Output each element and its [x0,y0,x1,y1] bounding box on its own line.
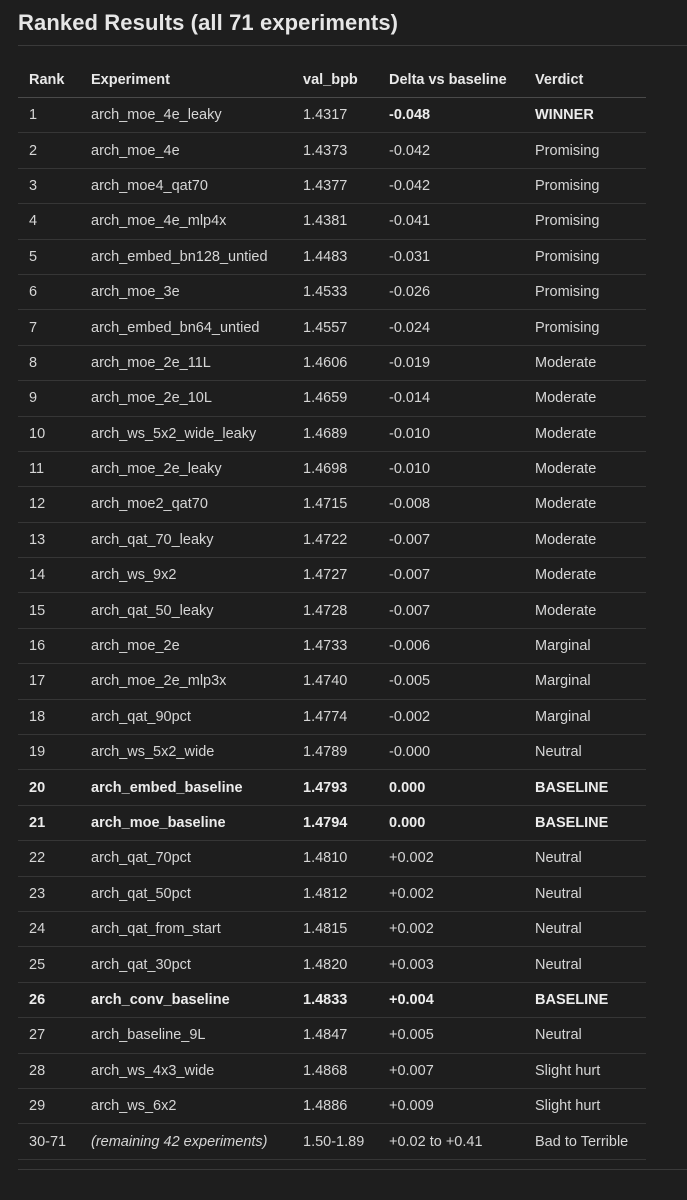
val-bpb-cell: 1.4789 [303,744,348,761]
verdict-cell: Marginal [535,708,591,725]
delta-cell: -0.010 [389,425,431,442]
delta-cell: -0.002 [389,708,431,725]
experiment-cell: (remaining 42 experiments) [91,1133,268,1150]
rank-cell: 22 [29,850,46,867]
delta-cell: -0.008 [389,496,431,513]
delta-cell: +0.02 to +0.41 [389,1133,483,1150]
experiment-cell: arch_moe_2e_leaky [91,461,222,478]
rank-cell: 28 [29,1062,46,1079]
verdict-cell: Moderate [535,531,597,548]
table-row [18,912,646,947]
val-bpb-cell: 1.4377 [303,177,348,194]
verdict-cell: Neutral [535,885,582,902]
verdict-cell: Slight hurt [535,1098,601,1115]
verdict-cell: Promising [535,319,600,336]
delta-cell: -0.024 [389,319,431,336]
verdict-cell: Moderate [535,461,597,478]
val-bpb-cell: 1.4733 [303,638,348,655]
delta-cell: -0.007 [389,602,431,619]
delta-cell: -0.031 [389,248,431,265]
table-row [18,947,646,982]
verdict-cell: Bad to Terrible [535,1133,629,1150]
val-bpb-cell: 1.4483 [303,248,348,265]
experiment-cell: arch_embed_bn64_untied [91,319,260,336]
table-row [18,841,646,876]
verdict-cell: Neutral [535,921,582,938]
delta-cell: -0.005 [389,673,431,690]
experiment-cell: arch_ws_5x2_wide_leaky [91,425,257,442]
rank-cell: 26 [29,991,46,1008]
verdict-cell: BASELINE [535,779,609,796]
val-bpb-cell: 1.4833 [303,991,348,1008]
val-bpb-cell: 1.4606 [303,354,348,371]
verdict-cell: Marginal [535,673,591,690]
delta-cell: +0.004 [389,991,434,1008]
val-bpb-cell: 1.4533 [303,284,348,301]
delta-cell: -0.026 [389,284,431,301]
verdict-cell: Promising [535,177,600,194]
val-bpb-cell: 1.4886 [303,1098,348,1115]
delta-cell: +0.009 [389,1098,434,1115]
experiment-cell: arch_moe_4e [91,142,180,159]
experiment-cell: arch_ws_4x3_wide [91,1062,215,1079]
delta-cell: -0.007 [389,531,431,548]
verdict-cell: Promising [535,142,600,159]
val-bpb-cell: 1.4727 [303,567,348,584]
table-row [18,275,646,310]
table-row [18,664,646,699]
table-row [18,877,646,912]
rank-cell: 20 [29,779,46,796]
table-row [18,770,646,805]
val-bpb-cell: 1.4317 [303,107,348,124]
verdict-cell: Moderate [535,425,597,442]
column-header-val-bpb: val_bpb [303,71,358,88]
experiment-cell: arch_moe_baseline [91,815,226,831]
table-row [18,240,646,275]
experiment-cell: arch_ws_9x2 [91,567,177,584]
val-bpb-cell: 1.4810 [303,850,348,867]
column-header-rank: Rank [29,71,65,88]
verdict-cell: Neutral [535,744,582,761]
val-bpb-cell: 1.4715 [303,496,348,513]
delta-cell: -0.042 [389,177,431,194]
column-header-experiment: Experiment [91,71,170,88]
experiment-cell: arch_qat_70_leaky [91,531,214,548]
experiment-cell: arch_conv_baseline [91,991,230,1008]
table-row [18,558,646,593]
experiment-cell: arch_moe_2e [91,638,180,655]
verdict-cell: Slight hurt [535,1062,601,1079]
rank-cell: 21 [29,815,46,831]
val-bpb-cell: 1.4815 [303,921,348,938]
experiment-cell: arch_embed_bn128_untied [91,248,268,265]
val-bpb-cell: 1.4381 [303,213,348,230]
delta-cell: +0.003 [389,956,434,973]
val-bpb-cell: 1.4847 [303,1027,348,1044]
rank-cell: 25 [29,956,46,973]
rank-cell: 23 [29,885,46,902]
experiment-cell: arch_qat_30pct [91,956,191,973]
rank-cell: 9 [29,390,38,407]
rank-cell: 10 [29,425,46,442]
rank-cell: 29 [29,1098,46,1115]
val-bpb-cell: 1.4659 [303,390,348,407]
experiment-cell: arch_qat_from_start [91,921,221,938]
delta-cell: -0.019 [389,354,431,371]
table-row [18,1089,646,1124]
rank-cell: 15 [29,602,46,619]
table-row [18,983,646,1018]
delta-cell: +0.002 [389,921,434,938]
delta-cell: -0.048 [389,107,431,124]
experiment-cell: arch_moe_2e_11L [91,354,211,371]
table-row [18,381,646,416]
delta-cell: +0.007 [389,1062,434,1079]
val-bpb-cell: 1.4794 [303,815,348,831]
verdict-cell: Marginal [535,638,591,655]
rank-cell: 1 [29,107,38,124]
verdict-cell: BASELINE [535,815,609,831]
table-row [18,523,646,558]
rank-cell: 3 [29,177,38,194]
experiment-cell: arch_embed_baseline [91,779,243,796]
table-row [18,169,646,204]
verdict-cell: BASELINE [535,991,609,1008]
val-bpb-cell: 1.4689 [303,425,348,442]
verdict-cell: WINNER [535,107,594,124]
val-bpb-cell: 1.4740 [303,673,348,690]
experiment-cell: arch_qat_50_leaky [91,602,214,619]
table-row [18,133,646,168]
rank-cell: 18 [29,708,46,725]
results-table [18,62,646,1160]
table-row [18,346,646,381]
val-bpb-cell: 1.50-1.89 [303,1133,365,1150]
table-row [18,593,646,628]
delta-cell: +0.005 [389,1027,434,1044]
rank-cell: 14 [29,567,46,584]
column-header-verdict: Verdict [535,71,584,88]
column-header-delta: Delta vs baseline [389,71,507,88]
table-row [18,204,646,239]
verdict-cell: Moderate [535,567,597,584]
experiment-cell: arch_qat_70pct [91,850,191,867]
verdict-cell: Neutral [535,850,582,867]
delta-cell: -0.007 [389,567,431,584]
experiment-cell: arch_ws_6x2 [91,1098,177,1115]
table-row [18,310,646,345]
val-bpb-cell: 1.4793 [303,779,348,796]
delta-cell: -0.042 [389,142,431,159]
rank-cell: 4 [29,213,38,230]
delta-cell: -0.006 [389,638,431,655]
verdict-cell: Neutral [535,956,582,973]
table-row [18,1054,646,1089]
rank-cell: 8 [29,354,38,371]
table-row [18,452,646,487]
delta-cell: +0.002 [389,885,434,902]
verdict-cell: Neutral [535,1027,582,1044]
table-row [18,1124,646,1159]
table-row [18,1018,646,1053]
delta-cell: 0.000 [389,779,426,796]
verdict-cell: Promising [535,248,600,265]
experiment-cell: arch_moe_3e [91,284,180,301]
delta-cell: 0.000 [389,815,426,831]
verdict-cell: Moderate [535,354,597,371]
rank-cell: 30-71 [29,1133,67,1150]
rank-cell: 17 [29,673,46,690]
table-row [18,700,646,735]
table-row [18,417,646,452]
table-row [18,98,646,133]
verdict-cell: Moderate [535,390,597,407]
val-bpb-cell: 1.4722 [303,531,348,548]
val-bpb-cell: 1.4774 [303,708,348,725]
val-bpb-cell: 1.4373 [303,142,348,159]
rank-cell: 24 [29,921,46,938]
rank-cell: 11 [29,461,45,478]
rank-cell: 12 [29,496,46,513]
table-row [18,735,646,770]
val-bpb-cell: 1.4812 [303,885,348,902]
verdict-cell: Moderate [535,496,597,513]
bottom-divider [18,1169,687,1170]
experiment-cell: arch_moe_4e_mlp4x [91,213,227,230]
page-title: Ranked Results (all 71 experiments) [18,10,399,35]
table-header-row [18,62,646,98]
val-bpb-cell: 1.4868 [303,1062,348,1079]
verdict-cell: Moderate [535,602,597,619]
val-bpb-cell: 1.4698 [303,461,348,478]
delta-cell: -0.000 [389,744,431,761]
experiment-cell: arch_qat_90pct [91,708,191,725]
experiment-cell: arch_moe_2e_10L [91,390,212,407]
val-bpb-cell: 1.4820 [303,956,348,973]
experiment-cell: arch_moe2_qat70 [91,496,208,513]
verdict-cell: Promising [535,284,600,301]
delta-cell: -0.014 [389,390,431,407]
experiment-cell: arch_moe_4e_leaky [91,107,222,124]
rank-cell: 6 [29,284,38,301]
rank-cell: 16 [29,638,46,655]
delta-cell: -0.010 [389,461,431,478]
experiment-cell: arch_moe4_qat70 [91,177,208,194]
title-divider [18,45,687,46]
delta-cell: +0.002 [389,850,434,867]
verdict-cell: Promising [535,213,600,230]
table-body [18,98,646,1160]
delta-cell: -0.041 [389,213,431,230]
experiment-cell: arch_moe_2e_mlp3x [91,673,227,690]
table-row [18,806,646,841]
rank-cell: 19 [29,744,46,761]
table-row [18,629,646,664]
val-bpb-cell: 1.4728 [303,602,348,619]
rank-cell: 5 [29,248,38,265]
table-row [18,487,646,522]
rank-cell: 13 [29,531,46,548]
rank-cell: 2 [29,142,38,159]
rank-cell: 27 [29,1027,46,1044]
rank-cell: 7 [29,319,38,336]
experiment-cell: arch_ws_5x2_wide [91,744,215,761]
experiment-cell: arch_qat_50pct [91,885,191,902]
val-bpb-cell: 1.4557 [303,319,348,336]
experiment-cell: arch_baseline_9L [91,1027,206,1044]
